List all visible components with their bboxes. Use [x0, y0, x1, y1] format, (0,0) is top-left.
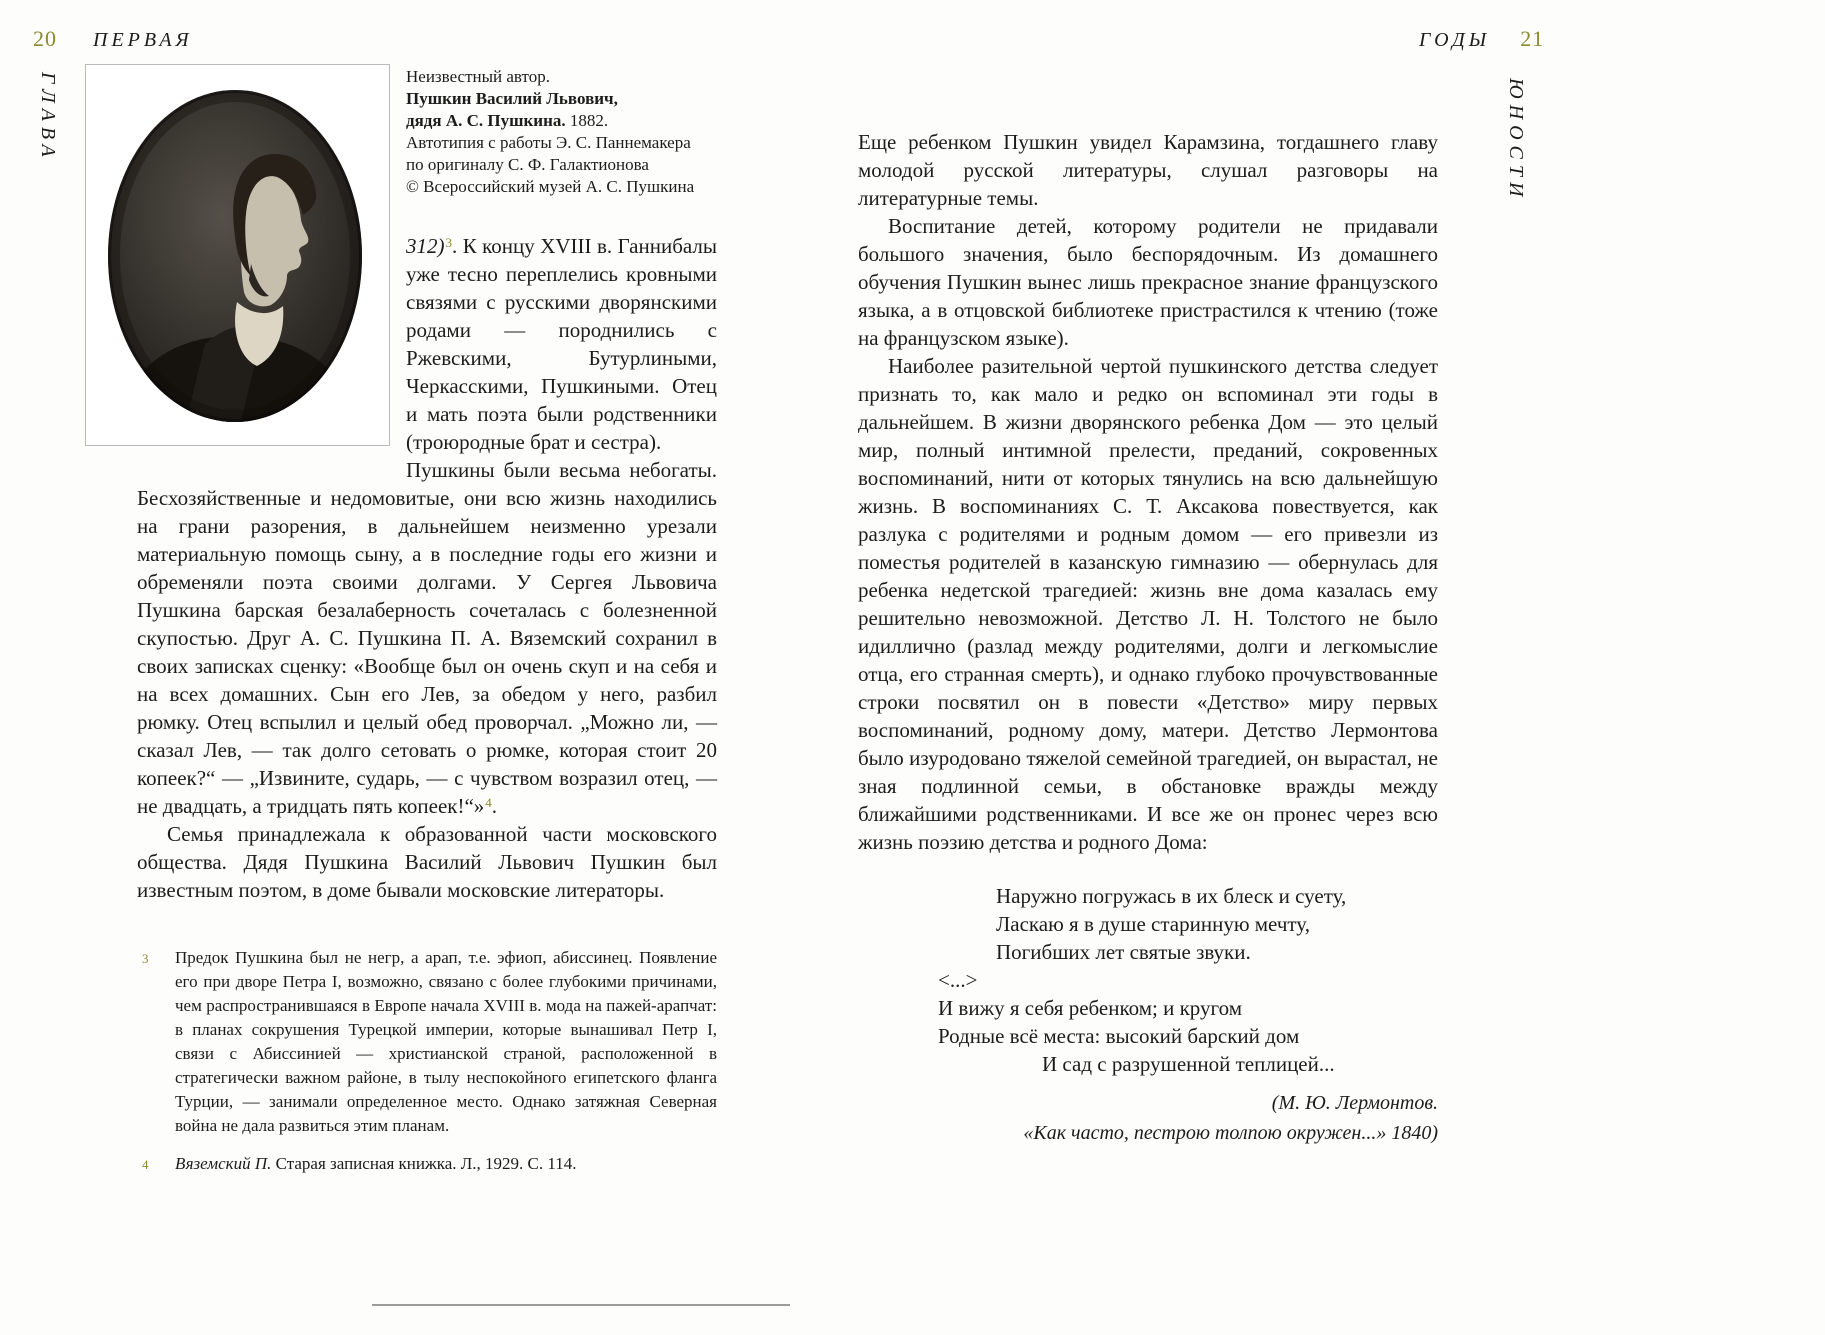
left-page-header: [33, 26, 193, 52]
poem-line: Погибших лет святые звуки.: [996, 940, 1251, 964]
caption-title-line1: Пушкин Василий Львович,: [406, 89, 618, 108]
paragraph-hannibals-text: . К концу XVIII в. Ганнибалы уже тесно переплелись кровными связями с русскими дворянскими родами — породнились с Ржевскими, Бутурлиными, Черкасскими, Пушкиными. Отец и мать поэта были родственники (троюродные брат и сестра).: [406, 234, 717, 454]
paragraph-upbringing: Воспитание детей, которому родители не придавали большого значения, было беспорядочным. Из домашнего обучения Пушкин вынес лишь прекрасное знание французского языка, а в отцовской библиотеке пристрастился к чтению (тоже на французском языке).: [858, 214, 1438, 350]
footnote-4-author: Вяземский П.: [175, 1154, 272, 1173]
caption-year: 1882.: [569, 111, 609, 130]
right-page-number: 21: [1520, 26, 1545, 51]
footnote-3: [137, 946, 717, 1138]
right-margin-label: ЮНОСТИ: [1505, 78, 1527, 203]
paragraph-karamzin: Еще ребенком Пушкин увидел Карамзина, тогдашнего главу молодой русской литературы, слушал разговоры на литературные темы.: [858, 130, 1438, 210]
paragraph-childhood: Наиболее разительной чертой пушкинского детства следует признать то, как мало и редко он вспоминал эти годы в дальнейшем. В жизни дворянского ребенка Дом — это целый мир, полный интимной прелести, преданий, сокровенных воспоминаний, нити от которых тянулись на всю дальнейшую жизнь. В воспоминаниях С. Т. Аксакова повествуется, как разлука с родителями и родным домом — его привезли из поместья родителей в казанскую гимназию — обернулась для ребенка недетской трагедией: жизнь вне дома казалась ему решительно невозможной. Детство Л. Н. Толстого не было идиллично (разлад между родителями, долги и легкомыслие отца, его странная смерть), и однако глубоко прочувствованные строки посвятил он в повести «Детство» миру первых воспоминаний, родному дому, матери. Детство Лермонтова было изуродовано тяжелой семейной трагедией, он вырастал, не зная подлинной семьи, в обстановке вражды между ближайшими родственниками. И все же он пронес через всю жизнь поэзию детства и родного Дома:: [858, 354, 1438, 854]
left-running-head: ПЕРВАЯ: [93, 29, 193, 51]
poem-line: Ласкаю я в душе старинную мечту,: [996, 912, 1310, 936]
paragraph-family: Семья принадлежала к образованной части московского общества. Дядя Пушкина Василий Львович Пушкин был известным поэтом, в доме бывали московские литераторы.: [137, 822, 717, 902]
footnote-3-text: Предок Пушкина был не негр, а арап, т.е. эфиоп, абиссинец. Появление его при дворе Петра I, возможно, связано с более глубокими причинами, чем распространившаяся в Европе начала XVIII в. мода на пажей-арапчат: в планах сокрушения Турецкой империи, которые вынашивал Петр I, связи с Абиссинией — христианской страной, расположенной в стратегически важном районе, в тылу неспокойного египетского фланга Турции, — занимали определенное место. Однако затяжная Северная война не дала развиться этим планам.: [175, 948, 717, 1135]
portrait-image: [85, 64, 390, 446]
paragraph-pushkins-poor: [137, 456, 717, 820]
poem-attribution-line1: (М. Ю. Лермонтов.: [1271, 1092, 1438, 1114]
footnote-4: [137, 1152, 717, 1176]
paragraph-lead-italic: 312): [406, 234, 445, 258]
left-page-number: 20: [33, 26, 57, 51]
footnote-3-marker: 3: [142, 951, 149, 966]
footnote-ref-3: 3: [445, 235, 452, 250]
caption-author: Неизвестный автор.: [406, 67, 550, 86]
lermontov-poem: [938, 882, 1438, 1078]
footnote-ref-4: 4: [485, 795, 492, 810]
footnote-4-text: Старая записная книжка. Л., 1929. С. 114.: [271, 1154, 577, 1173]
poem-line: Родные всё места: высокий барский дом: [938, 1024, 1300, 1048]
footnote-4-marker: 4: [142, 1157, 149, 1172]
left-margin-label: ГЛАВА: [37, 72, 59, 163]
right-running-head: ГОДЫ: [1419, 29, 1491, 51]
paragraph-pushkins-poor-tail: .: [491, 794, 498, 818]
poem-attribution: [858, 1088, 1438, 1148]
caption-credit: © Всероссийский музей А. С. Пушкина: [406, 177, 695, 196]
footnotes-block: [137, 946, 717, 1176]
right-page-header: [1419, 26, 1544, 52]
paragraph-pushkins-poor-text: Пушкины были весьма небогаты. Бесхозяйственные и недомовитые, они всю жизнь находились на грани разорения, в дальнейшем неизменно урезали материальную помощь сыну, а в последние годы его жизни и обременяли поэта своими долгами. У Сергея Львовича Пушкина барская безалаберность сочеталась с болезненной скупостью. Друг А. С. Пушкина П. А. Вяземский сохранил в своих записках сценку: «Вообще был он очень скуп и на себя и на всех домашних. Сын его Лев, за обедом у него, разбил рюмку. Отец вспылил и целый обед проворчал. „Можно ли, — сказал Лев, — так долго сетовать о рюмке, которая стоит 20 копеек?“ — „Извините, сударь, — с чувством возразил отец, — не двадцать, а тридцать пять копеек!“»: [137, 458, 717, 818]
scan-artifact-line: [372, 1304, 790, 1306]
poem-line: И сад с разрушенной теплицей...: [1042, 1052, 1335, 1076]
poem-attribution-line2: «Как часто, пестрою толпою окружен...» 1840): [1023, 1122, 1438, 1144]
caption-technique-line1: Автотипия с работы Э. С. Паннемакера: [406, 133, 691, 152]
caption-title-bold: дядя А. С. Пушкина.: [406, 111, 566, 130]
poem-line: Наружно погружась в их блеск и суету,: [996, 884, 1347, 908]
left-page-column: [137, 62, 717, 1190]
portrait-engraving-frame: [85, 64, 390, 446]
poem-line: И вижу я себя ребенком; и кругом: [938, 996, 1242, 1020]
caption-technique-line2: по оригиналу С. Ф. Галактионова: [406, 155, 649, 174]
right-page-column: [858, 128, 1438, 1148]
poem-line-ellipsis: <...>: [938, 968, 978, 992]
